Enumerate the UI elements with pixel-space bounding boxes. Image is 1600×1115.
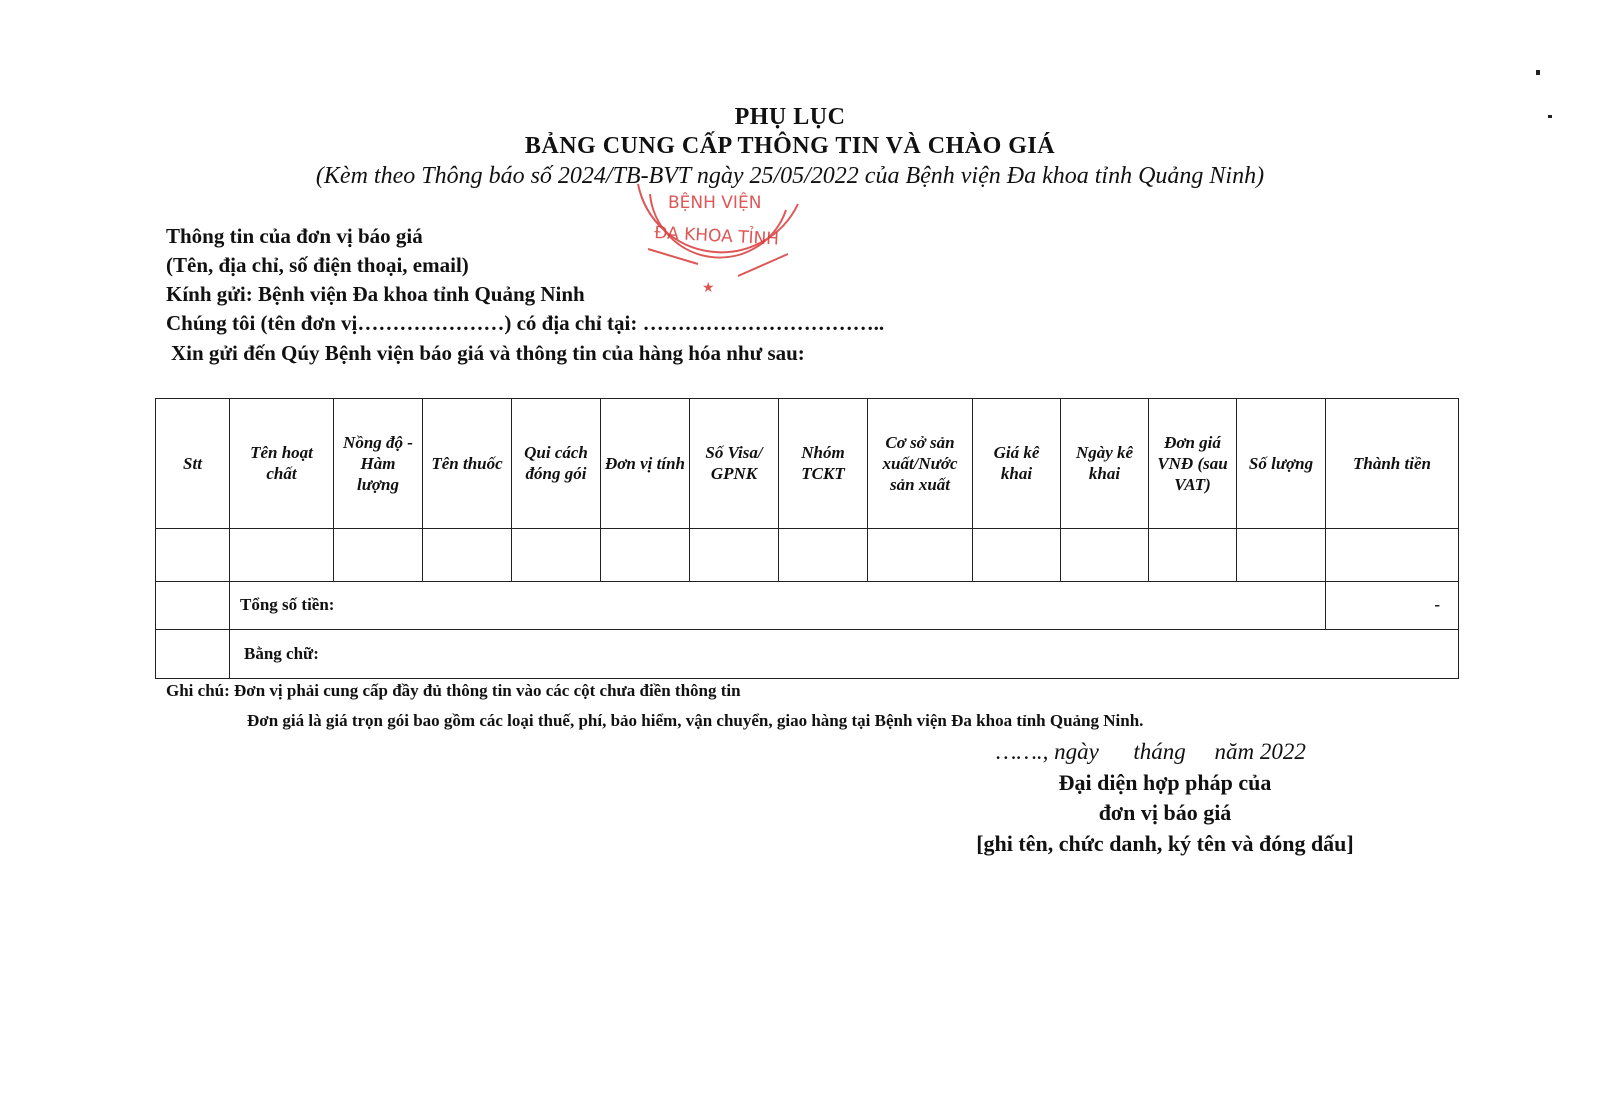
table-cell [1326,528,1459,581]
info-line-address: Chúng tôi (tên đơn vị…………………) có địa chỉ tại: …………………………….. [166,311,885,335]
info-line-unit: Thông tin của đơn vị báo giá [166,224,423,248]
table-header-row [156,399,1459,529]
column-header: Số Visa/ GPNK [690,399,779,529]
signature-instructions: [ghi tên, chức danh, ký tên và đóng dấu] [976,831,1354,856]
column-header: Nhóm TCKT [779,399,868,529]
note-line-1: Ghi chú: Đơn vị phải cung cấp đầy đủ thông tin vào các cột chưa điền thông tin [166,681,741,700]
date-line: ……., ngày tháng năm 2022 [996,739,1306,764]
amount-in-words-label: Bằng chữ: [230,630,1459,679]
table-cell [690,528,779,581]
amount-in-words-row [156,630,1459,679]
table-cell [868,528,973,581]
quotation-table [155,398,1459,679]
table-cell [1149,528,1237,581]
info-line-recipient: Kính gửi: Bệnh viện Đa khoa tỉnh Quảng Ninh [166,282,585,306]
column-header: Giá kê khai [973,399,1061,529]
column-header: Cơ sở sản xuất/Nước sản xuất [868,399,973,529]
stamp-text-line1: BỆNH VIỆN [668,193,762,213]
document-subtitle: BẢNG CUNG CẤP THÔNG TIN VÀ CHÀO GIÁ [524,133,1056,159]
column-header: Tên hoạt chất [230,399,334,529]
column-header: Qui cách đóng gói [512,399,601,529]
table-cell [334,528,423,581]
table-cell [1061,528,1149,581]
column-header: Đơn vị tính [601,399,690,529]
column-header: Ngày kê khai [1061,399,1149,529]
table-cell [156,581,230,630]
svg-text:★: ★ [702,281,715,296]
table-cell [1237,528,1326,581]
hospital-stamp [628,144,808,304]
table-cell [601,528,690,581]
column-header: Thành tiền [1326,399,1459,529]
table-cell [156,528,230,581]
table-cell [512,528,601,581]
column-header: Nồng độ - Hàm lượng [334,399,423,529]
total-row [156,581,1459,630]
column-header: Stt [156,399,230,529]
document-title: PHỤ LỤC [734,104,846,130]
scan-mark [1548,115,1552,118]
info-line-contact: (Tên, địa chỉ, số điện thoại, email) [166,253,469,277]
scan-mark [1536,70,1540,75]
column-header: Đơn giá VNĐ (sau VAT) [1149,399,1237,529]
signature-title-line1: Đại diện hợp pháp của [1058,770,1272,795]
table-cell [973,528,1061,581]
signature-title-line2: đơn vị báo giá [1098,800,1232,825]
table-cell [156,630,230,679]
column-header: Số lượng [1237,399,1326,529]
table-row [156,528,1459,581]
document-attachment-note: (Kèm theo Thông báo số 2024/TB-BVT ngày 25/05/2022 của Bệnh viện Đa khoa tỉnh Quảng Ninh) [315,163,1265,189]
table-cell [230,528,334,581]
note-line-2: Đơn giá là giá trọn gói bao gồm các loại thuế, phí, bảo hiểm, vận chuyển, giao hàng tại Bệnh viện Đa khoa tỉnh Quảng Ninh. [247,711,1144,730]
total-value: - [1326,581,1459,630]
table-cell [779,528,868,581]
stamp-text-line2: ĐA KHOA TỈNH [653,223,780,250]
total-label: Tổng số tiền: [230,581,1326,630]
column-header: Tên thuốc [423,399,512,529]
table-cell [423,528,512,581]
info-line-intro: Xin gửi đến Qúy Bệnh viện báo giá và thông tin của hàng hóa như sau: [171,341,805,365]
